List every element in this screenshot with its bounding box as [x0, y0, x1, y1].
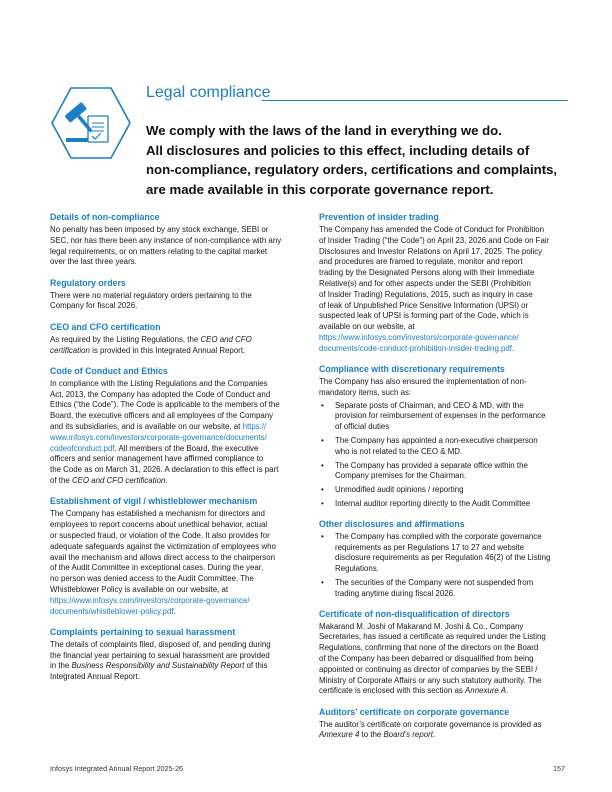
intro-line: non-compliance, regulatory orders, certifications and complaints,: [146, 162, 558, 177]
text-italic: certification: [50, 345, 90, 355]
text-italic: CEO and CFO certification: [71, 476, 166, 486]
text: is provided in this Integrated Annual Report.: [89, 345, 246, 355]
text-line: Integrated Annual Report.: [50, 672, 140, 682]
text-line: Company premises for the Chairman.: [335, 471, 467, 481]
text-line: Ethics (“the Code”). The Code is applicable to the members of the: [50, 400, 280, 410]
left-column: [50, 211, 300, 683]
text-line: adequate safeguards against the victimization of employees who: [50, 541, 276, 551]
text-italic: CEO and CFO: [200, 334, 252, 344]
text-line: The Company has also ensured the implementation of non-: [319, 377, 527, 387]
paragraph-sexual-harassment: [50, 640, 300, 683]
text-line: • The Company has provided a separate office within the: [335, 460, 528, 470]
text-line: of Insider Trading) Regulations, 2015, such as inquiry in case: [319, 289, 533, 299]
list-item: [319, 578, 571, 600]
text-line: provision for reimbursement of expenses in the performance: [335, 411, 546, 421]
text-line: appointed or continuing as director of companies by the SEBI /: [319, 664, 538, 674]
text: As required by the Listing Regulations, the: [50, 334, 201, 344]
text-italic: Business Responsibility and Sustainability Report: [71, 661, 245, 671]
text-line: Board, the executive officers and all employees of the Company: [50, 411, 274, 421]
text-line: There were no material regulatory orders pertaining to the: [50, 290, 252, 300]
paragraph-ceo-cfo: [50, 335, 300, 357]
text-line: In compliance with the Listing Regulations and the Companies: [50, 378, 268, 388]
heading-non-compliance: Details of non-compliance: [50, 212, 160, 222]
code-of-conduct-link[interactable]: www.infosys.com/investors/corporate-governance/documents/: [50, 432, 267, 442]
text-line: of the Audit Committee in exceptional cases. During the year,: [50, 563, 264, 573]
insider-trading-code-link[interactable]: documents/code-conduct-prohibition-insider-trading.pdf: [319, 343, 512, 353]
paragraph-non-compliance: [50, 225, 300, 268]
text-line: legal requirements, or on matters relating to the capital market: [50, 246, 268, 256]
text-line: Act, 2013, the Company has adopted the Code of Conduct and: [50, 389, 271, 399]
text-line: of the Company has been debarred or disqualified from being: [319, 654, 534, 663]
paragraph-discretionary: [319, 377, 571, 399]
list-item: [319, 485, 571, 496]
text-line: Regulations.: [335, 564, 379, 574]
text-line: avail the mechanism and allows direct access to the chairperson: [50, 552, 275, 562]
text: .: [432, 730, 436, 740]
text-line: Ministry of Corporate Affairs or any such statutory authority. The: [319, 675, 542, 685]
text-line: Makarand M. Joshi of Makarand M. Joshi & Co., Company: [319, 621, 524, 631]
text-line: trading anytime during fiscal 2026.: [335, 588, 456, 598]
text-line: • The Company has appointed a non-executive chairperson: [335, 436, 538, 446]
text: to the: [359, 730, 384, 740]
text-line: the financial year pertaining to sexual harassment are provided: [50, 650, 270, 660]
page-number: 157: [553, 764, 565, 773]
intro-statement: [146, 121, 566, 199]
text-line: of leak of Unpublished Price Sensitive Information (UPSI) or: [319, 300, 529, 310]
text-line: the Code as on March 31, 2026. A declaration to this effect is part: [50, 465, 279, 475]
text-line: Regulations, confirming that none of the directors on the Board: [319, 643, 539, 653]
code-of-conduct-link[interactable]: codeofconduct.pdf: [50, 443, 115, 453]
text-line: • The Company has complied with the corporate governance: [335, 531, 542, 541]
heading-regulatory-orders: Regulatory orders: [50, 277, 126, 288]
text-line: Disclosures and Investor Relations on April 17, 2025. The policy: [319, 246, 543, 256]
right-column: [319, 211, 571, 741]
text-line: • Separate posts of Chairman, and CEO & MD, with the: [335, 400, 524, 410]
list-item: [319, 499, 571, 510]
list-item: [319, 401, 571, 433]
text-line: Relative(s) and for other aspects under the SEBI (Prohibition: [319, 278, 531, 288]
text: in the: [50, 661, 72, 671]
intro-line: We comply with the laws of the land in everything we do.: [146, 123, 502, 138]
text-line: employees to report concerns about unethical behavior, actual: [50, 520, 268, 530]
other-disclosures-list: [319, 532, 571, 600]
paragraph-auditors-certificate: [319, 720, 571, 742]
text-line: The Company has established a mechanism for directors and: [50, 509, 265, 519]
title-rule: [262, 100, 568, 101]
text-line: officers and senior management have affirmed compliance to: [50, 454, 264, 464]
text-line: trading by the Designated Persons along with their Immediate: [319, 268, 535, 278]
text-line: requirements as per Regulations 17 to 27 and website: [335, 542, 525, 552]
intro-line: are made available in this corporate governance report.: [146, 181, 494, 197]
text-line: and procedures are framed to regulate, monitor and report: [319, 257, 523, 267]
heading-discretionary: Compliance with discretionary requirements: [319, 364, 505, 375]
text-line: The details of complaints filed, disposed of, and pending during: [50, 639, 271, 649]
paragraph-insider-trading: [319, 225, 571, 355]
text-italic: Annexure A: [465, 686, 506, 696]
text-line: • Unmodified audit opinions / reporting: [335, 485, 464, 495]
text-line: Secretaries, has issued a certificate as required under the Listing: [319, 632, 546, 642]
whistleblower-policy-link[interactable]: https://www.infosys.com/investors/corporate-governance/: [50, 595, 250, 605]
text-italic: Board’s report: [383, 730, 433, 740]
intro-line: All disclosures and policies to this effect, including details of: [146, 142, 530, 158]
list-item: [319, 461, 571, 483]
text: .: [512, 343, 515, 353]
heading-other-disclosures: Other disclosures and affirmations: [319, 518, 465, 529]
text-line: who is not related to the CEO & MD.: [335, 446, 463, 456]
code-of-conduct-link[interactable]: https://: [242, 422, 267, 432]
text-line: of official duties: [335, 422, 390, 432]
section-title: Legal compliance: [146, 84, 271, 101]
text-line: available on our website, at: [319, 322, 415, 332]
text-line: Company for fiscal 2026.: [50, 301, 138, 311]
heading-code-of-conduct: Code of Conduct and Ethics: [50, 365, 168, 376]
text-line: The Company has amended the Code of Conduct for Prohibition: [319, 225, 545, 234]
text: .: [506, 686, 509, 696]
whistleblower-policy-link[interactable]: documents/whistleblower-policy.pdf: [50, 606, 174, 616]
text: . All members of the Board, the executive: [114, 443, 259, 453]
heading-insider-trading: Prevention of insider trading: [319, 212, 439, 222]
heading-non-disqualification: Certificate of non-disqualification of directors: [319, 608, 510, 619]
text: of this: [244, 661, 268, 671]
heading-whistleblower: Establishment of vigil / whistleblower mechanism: [50, 496, 258, 507]
text-line: over the last three years.: [50, 257, 137, 267]
insider-trading-code-link[interactable]: https://www.infosys.com/investors/corporate-governance/: [319, 332, 519, 342]
text: certificate is enclosed with this section as: [319, 686, 466, 696]
paragraph-regulatory-orders: [50, 291, 300, 313]
text-line: disclosure requirements as per Regulation 46(2) of the Listing: [335, 553, 551, 563]
text-line: • The securities of the Company were not suspended from: [335, 578, 534, 588]
text-line: or suspected fraud, or violation of the Code. It also provides for: [50, 530, 270, 540]
text-line: • Internal auditor reporting directly to the Audit Committee: [335, 499, 531, 509]
heading-auditors-certificate: Auditors’ certificate on corporate governance: [319, 706, 510, 717]
paragraph-code-of-conduct: [50, 379, 300, 487]
footer-report-name: Infosys Integrated Annual Report 2025-26: [50, 764, 184, 773]
text: of the: [50, 476, 72, 486]
text: .: [173, 606, 176, 616]
heading-sexual-harassment: Complaints pertaining to sexual harassment: [50, 626, 236, 637]
heading-ceo-cfo: CEO and CFO certification: [50, 321, 161, 332]
text: and its subsidiaries, and is available on our website, at: [50, 422, 243, 432]
list-item: [319, 532, 571, 575]
gavel-document-icon: [50, 86, 132, 160]
list-item: [319, 436, 571, 458]
text-line: no person was denied access to the Audit Committee. The: [50, 574, 254, 584]
text: .: [165, 476, 168, 486]
text-line: Whistleblower Policy is available on our website, at: [50, 584, 229, 594]
paragraph-whistleblower: [50, 509, 300, 617]
text-italic: Annexure 4: [319, 730, 360, 740]
text-line: The auditor’s certificate on corporate governance is provided as: [319, 719, 542, 729]
text-line: SEC, nor has there been any instance of non-compliance with any: [50, 235, 282, 245]
discretionary-list: [319, 401, 571, 510]
text-line: mandatory items, such as:: [319, 387, 412, 397]
text-line: of Insider Trading (“the Code”) on April 23, 2026 and Code on Fair: [319, 235, 550, 245]
text-line: No penalty has been imposed by any stock exchange, SEBI or: [50, 225, 269, 234]
paragraph-non-disqualification: [319, 622, 571, 698]
text-line: suspected leak of UPSI is forming part of the Code, which is: [319, 311, 529, 321]
